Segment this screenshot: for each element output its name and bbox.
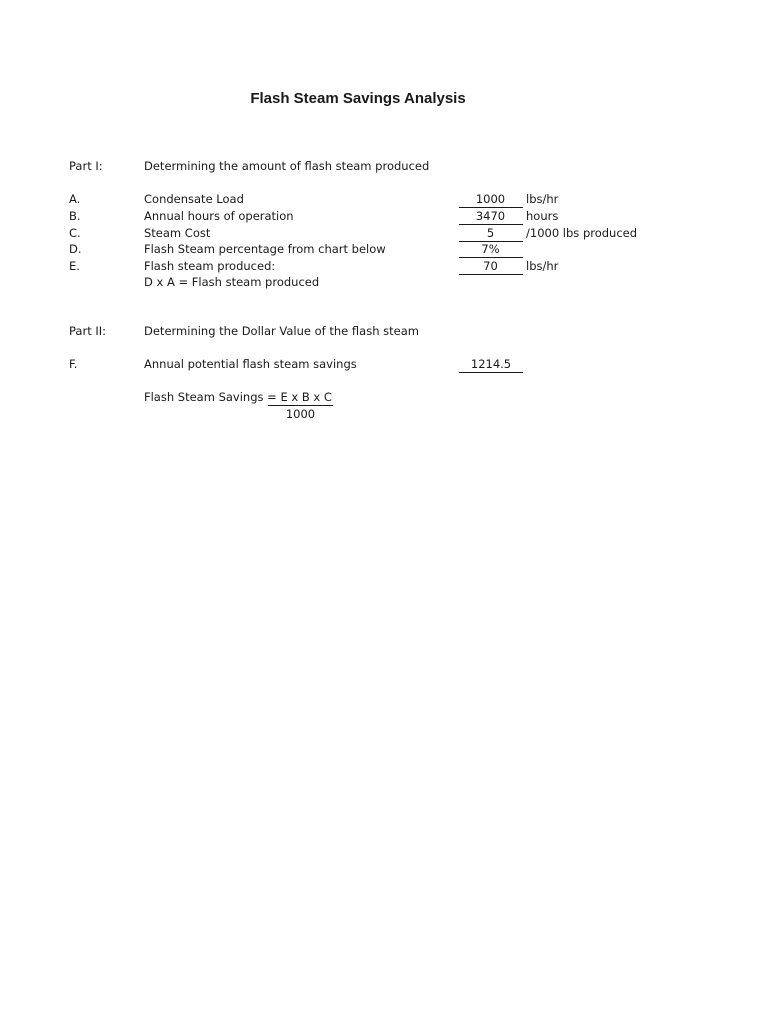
- row-b-letter: B.: [69, 209, 81, 223]
- row-f-underline: [459, 372, 523, 373]
- row-f-letter: F.: [69, 357, 78, 371]
- savings-formula: [144, 390, 332, 404]
- row-d-desc: Flash Steam percentage from chart below: [144, 242, 386, 256]
- flash-percentage-value: 7%: [481, 242, 500, 256]
- row-d-letter: D.: [69, 242, 82, 256]
- savings-formula-numerator: E x B x C: [280, 390, 332, 404]
- savings-formula-denominator: 1000: [285, 407, 316, 421]
- row-c-unit: /1000 lbs produced: [526, 226, 638, 240]
- row-a-unit: lbs/hr: [526, 192, 559, 206]
- row-b-unit: hours: [526, 209, 559, 223]
- row-e-unit: lbs/hr: [526, 259, 559, 273]
- page-title: Flash Steam Savings Analysis: [250, 90, 466, 107]
- part2-label: Part II:: [69, 324, 107, 338]
- part2-heading: Determining the Dollar Value of the flash steam: [144, 324, 419, 338]
- row-e-desc: Flash steam produced:: [144, 259, 276, 273]
- savings-formula-label: Flash Steam Savings =: [144, 390, 281, 404]
- annual-savings-value: 1214.5: [470, 357, 512, 371]
- row-a-desc: Condensate Load: [144, 192, 244, 206]
- part1-label: Part I:: [69, 159, 103, 173]
- row-f-desc: Annual potential flash steam savings: [144, 357, 357, 371]
- part1-heading: Determining the amount of flash steam produced: [144, 159, 430, 173]
- steam-cost-value: 5: [486, 226, 495, 240]
- row-a-underline: [459, 207, 523, 208]
- row-c-desc: Steam Cost: [144, 226, 211, 240]
- row-b-underline: [459, 224, 523, 225]
- row-e-underline: [459, 274, 523, 275]
- row-d-underline: [459, 257, 523, 258]
- condensate-load-value: 1000: [475, 192, 506, 206]
- row-b-desc: Annual hours of operation: [144, 209, 294, 223]
- row-e-letter: E.: [69, 259, 80, 273]
- row-a-letter: A.: [69, 192, 81, 206]
- row-c-letter: C.: [69, 226, 81, 240]
- annual-hours-value: 3470: [475, 209, 506, 223]
- fraction-bar: [268, 405, 333, 406]
- part1-formula: D x A = Flash steam produced: [144, 275, 320, 289]
- flash-steam-produced-value: 70: [483, 259, 498, 273]
